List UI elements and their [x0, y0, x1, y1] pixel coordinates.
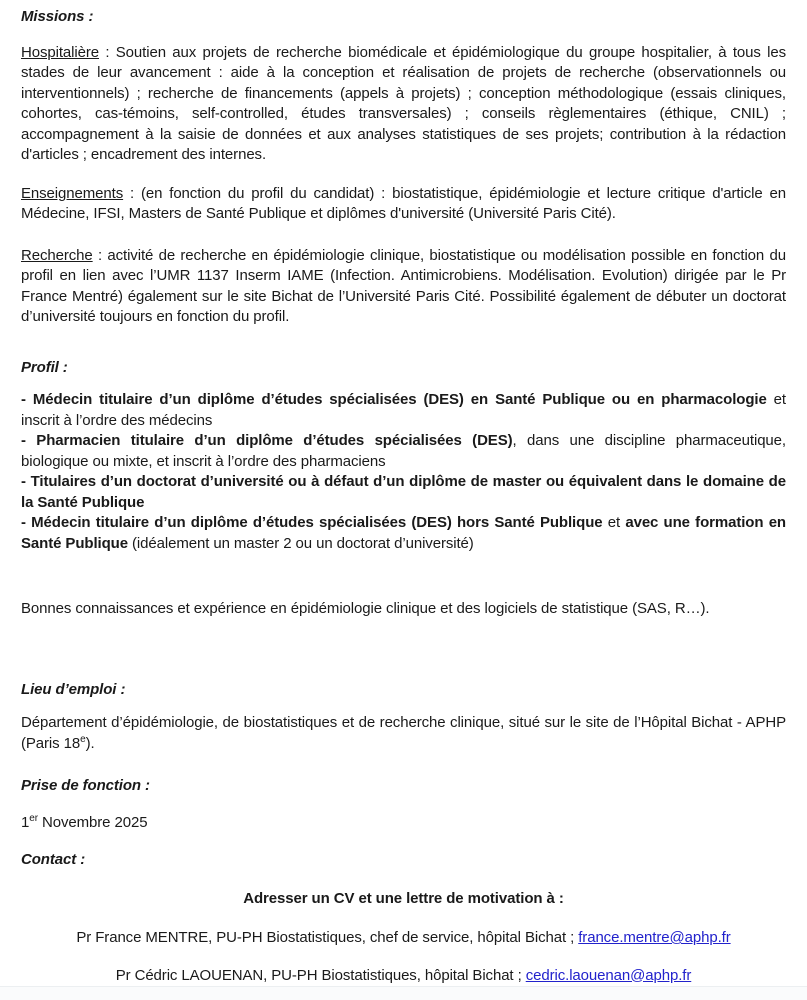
recherche-label: Recherche	[21, 246, 93, 264]
enseignements-label: Enseignements	[21, 184, 124, 202]
enseignements-text: : (en fonction du profil du candidat) : biostatistique, épidémiologie et lecture critique d'article en Médecine, IFSI, Masters de Santé Publique et diplômes d'université (Université Paris Cité).	[21, 184, 786, 222]
profil-item-pharmacien-des	[21, 431, 786, 472]
contact-person-mentre	[21, 928, 786, 949]
profil-item-regular-text: (idéalement un master 2 ou un doctorat d’université)	[127, 534, 474, 552]
lieu-emploi-text-end: ).	[85, 734, 95, 752]
email-link-laouenan[interactable]: cedric.laouenan@aphp.fr	[525, 966, 692, 984]
page-bottom-edge	[0, 986, 807, 1000]
arrondissement-superscript: e	[80, 733, 86, 745]
profil-heading: Profil :	[21, 358, 68, 376]
profil-list	[21, 390, 786, 554]
recherche-paragraph	[21, 246, 786, 328]
start-date	[21, 813, 786, 834]
hospitaliere-text: : Soutien aux projets de recherche biomédicale et épidémiologique du groupe hospitalier, à tous les stades de leur avancement : aide à la conception et réalisation de projets de recherche (observationnels ou interventionnels) ; recherche de financements (appels à projets) ; conception méthodologique (essais cliniques, cohortes, cas-témoins, self-controlled, études transversales) ; conseils règlementaires (éthique, CNIL) ; accompagnement à la saisie de données et aux analyses statistiques de ses projets; contribution à la rédaction d'articles ; encadrement des internes.	[21, 43, 786, 163]
missions-heading: Missions :	[21, 8, 94, 25]
email-link-mentre[interactable]: france.mentre@aphp.fr	[578, 929, 731, 946]
profil-item-doctorat	[21, 472, 786, 513]
enseignements-paragraph	[21, 184, 786, 225]
profil-item-bold-text: - Titulaires d’un doctorat d’université ou à défaut d’un diplôme de master ou équivalent dans le domaine de la Santé Publique	[21, 473, 786, 511]
recherche-text: : activité de recherche en épidémiologie clinique, biostatistique ou modélisation possible en fonction du profil en lien avec l’UMR 1137 Inserm IAME (Infection. Antimicrobiens. Modélisation. Evolution) dirigée par le Pr France Mentré) également sur le site Bichat de l’Université Paris Cité. Possibilité également de débuter un doctorat d’université toujours en fonction du profil.	[21, 246, 786, 325]
profil-item-bold-text: - Médecin titulaire d’un diplôme d’études spécialisées (DES) en Santé Publique ou en pharmacologie	[21, 391, 767, 408]
profil-item-regular-text: et inscrit à l’ordre des médecins	[21, 391, 786, 429]
hospitaliere-label: Hospitalière	[21, 43, 100, 61]
profil-item-regular-text: et	[602, 514, 626, 531]
profil-item-bold-text: - Pharmacien titulaire d’un diplôme d’études spécialisées (DES)	[21, 432, 513, 449]
contact-person-laouenan	[21, 966, 786, 987]
profil-item-medecin-hors-sante-publique	[21, 513, 786, 554]
date-rest: Novembre 2025	[37, 813, 148, 831]
lieu-emploi-paragraph	[21, 713, 786, 754]
skills-paragraph: Bonnes connaissances et expérience en épidémiologie clinique et des logiciels de statistique (SAS, R…).	[21, 600, 710, 617]
prise-de-fonction-heading: Prise de fonction :	[21, 777, 150, 794]
date-number: 1	[21, 813, 30, 831]
contact-person-text: Pr France MENTRE, PU-PH Biostatistiques, chef de service, hôpital Bichat ;	[76, 929, 579, 946]
ordinal-superscript: er	[29, 812, 38, 824]
hospitaliere-paragraph	[21, 43, 786, 166]
contact-heading: Contact :	[21, 851, 86, 868]
profil-item-bold-text: avec une formation en Santé Publique	[21, 514, 786, 552]
profil-item-bold-text: - Médecin titulaire d’un diplôme d’études spécialisées (DES) hors Santé Publique	[21, 514, 603, 531]
profil-item-regular-text: , dans une discipline pharmaceutique, biologique ou mixte, et inscrit à l’ordre des pharmaciens	[21, 432, 786, 470]
lieu-emploi-text: Département d’épidémiologie, de biostatistiques et de recherche clinique, situé sur le site de l’Hôpital Bichat - APHP (Paris 18	[21, 714, 786, 752]
application-instruction: Adresser un CV et une lettre de motivation à :	[243, 889, 564, 907]
profil-item-medecin-des	[21, 390, 786, 431]
lieu-emploi-heading: Lieu d’emploi :	[21, 680, 126, 698]
contact-person-text: Pr Cédric LAOUENAN, PU-PH Biostatistiques, hôpital Bichat ;	[115, 966, 526, 984]
